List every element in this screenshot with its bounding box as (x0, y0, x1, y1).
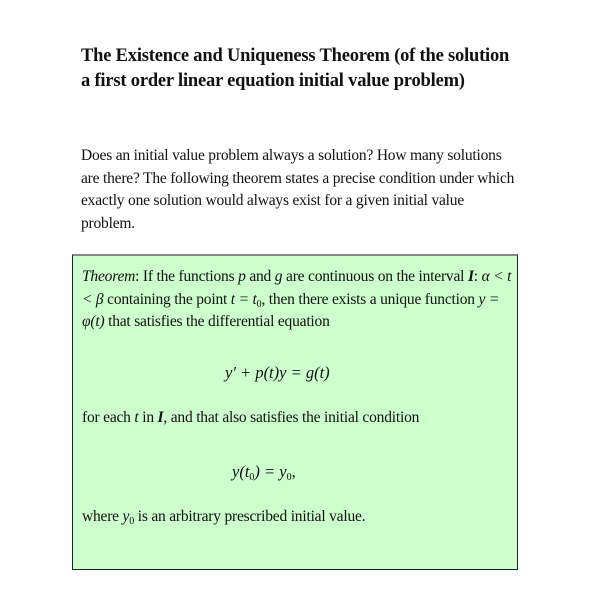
initial-condition-intro: for each t in I, and that also satisfies the initial condition (82, 409, 420, 426)
initial-condition-equation: $y(t_0) = y_0$, (232, 462, 296, 483)
initial-value-note: where $y_0$ is an arbitrary prescribed initial value. (82, 508, 366, 527)
theorem-statement: Theorem: If the functions p and g are continuous on the interval I: α < t < β containing the point $t = t_0$, then there exists a unique function y = φ(t) that satisfies the differential equation (82, 268, 512, 330)
document-title: The Existence and Uniqueness Theorem (of the solution a first order linear equation initial value problem) (81, 46, 510, 91)
theorem-label: Theorem (82, 268, 136, 285)
differential-equation: y′ + p(t)y = g(t) (225, 363, 330, 382)
intro-paragraph: Does an initial value problem always a solution? How many solutions are there? The following theorem states a precise condition under which exactly one solution would always exist for a given initial value problem. (81, 147, 515, 232)
theorem-box (72, 254, 518, 570)
